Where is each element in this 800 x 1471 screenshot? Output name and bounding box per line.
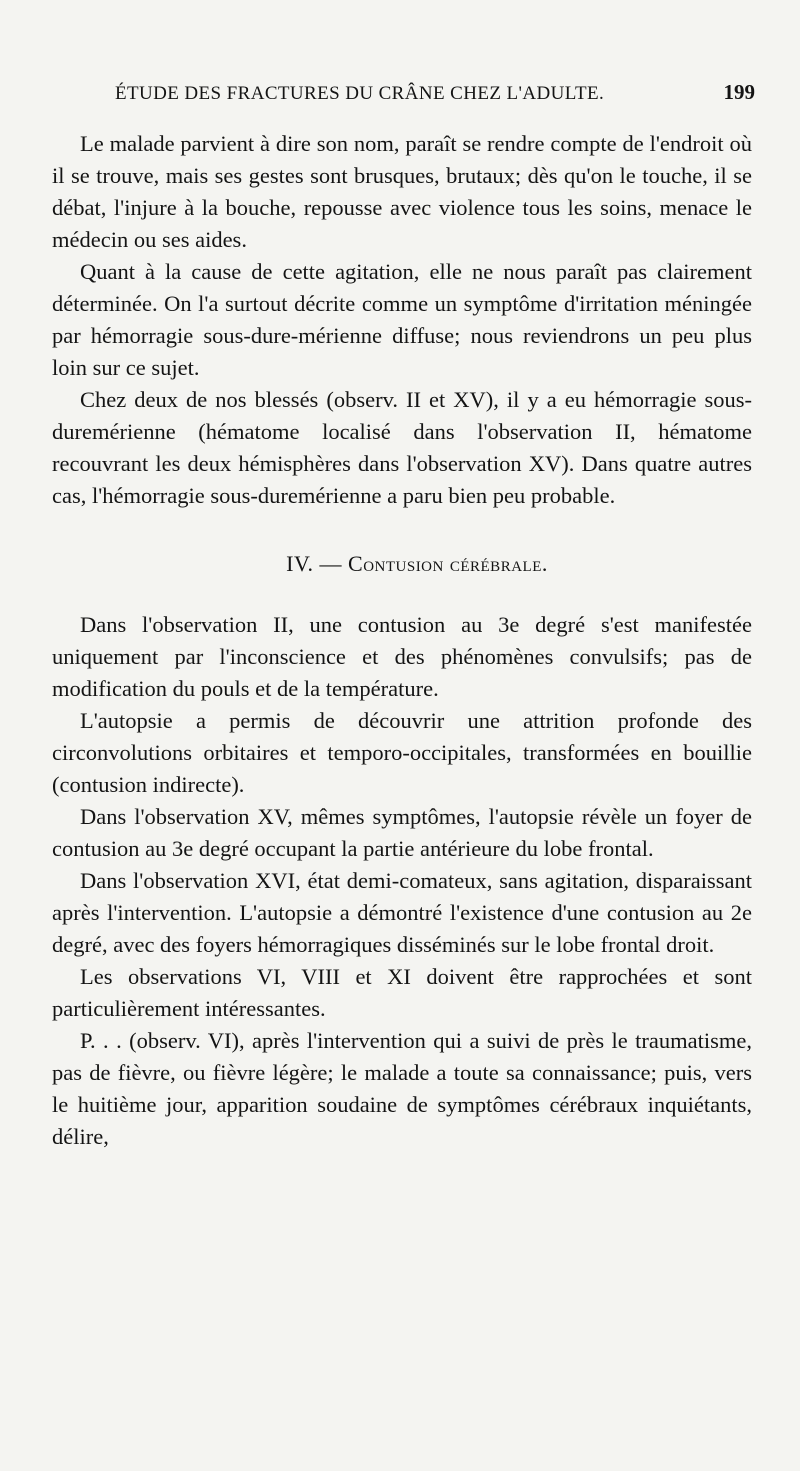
paragraph-observation-vi: P. . . (observ. VI), après l'intervention qui a suivi de près le traumatisme, pas de fièvre, ou fièvre légère; le malade a toute sa connaissance; puis, vers le huitième jour, apparition soudaine de symptômes cérébraux inquiétants, délire,: [52, 1028, 752, 1149]
paragraph-observation-xv: Dans l'observation XV, mêmes symptômes, l'autopsie révèle un foyer de contusion au 3e degré occupant la partie antérieure du lobe frontal.: [52, 804, 752, 861]
section-number: IV. —: [286, 551, 343, 576]
paragraph-observation-ii: Dans l'observation II, une contusion au 3e degré s'est manifestée uniquement par l'inconscience et des phénomènes convulsifs; pas de modification du pouls et de la température.: [52, 612, 752, 701]
paragraph-observations-vi-viii-xi: Les observations VI, VIII et XI doivent être rapprochées et sont particulièrement intéressantes.: [52, 964, 752, 1021]
section-heading: [52, 549, 752, 579]
paragraph-agitation-cause: Quant à la cause de cette agitation, elle ne nous paraît pas clairement déterminée. On l'a surtout décrite comme un symptôme d'irritation méningée par hémorragie sous-dure-mérienne diffuse; nous reviendrons un peu plus loin sur ce sujet.: [52, 259, 752, 380]
section-title: Contusion cérébrale.: [348, 551, 548, 576]
page-number: 199: [723, 80, 755, 104]
paragraph-autopsy-ii: L'autopsie a permis de découvrir une attrition profonde des circonvolutions orbitaires et temporo-occipitales, transformées en bouillie (contusion indirecte).: [52, 708, 752, 797]
paragraph-agitation-description: Le malade parvient à dire son nom, paraît se rendre compte de l'endroit où il se trouve, mais ses gestes sont brusques, brutaux; dès qu'on le touche, il se débat, l'injure à la bouche, repousse avec violence tous les soins, menace le médecin ou ses aides.: [52, 131, 752, 252]
running-title: ÉTUDE DES FRACTURES DU CRÂNE CHEZ L'ADULTE.: [115, 83, 605, 104]
page-header: [115, 80, 755, 105]
paragraph-hemorrhage-cases: Chez deux de nos blessés (observ. II et XV), il y a eu hémorragie sous-duremérienne (hématome localisé dans l'observation II, hématome recouvrant les deux hémisphères dans l'observation XV). Dans quatre autres cas, l'hémorragie sous-duremérienne a paru bien peu probable.: [52, 387, 752, 508]
paragraph-observation-xvi: Dans l'observation XVI, état demi-comateux, sans agitation, disparaissant après l'intervention. L'autopsie a démontré l'existence d'une contusion au 2e degré, avec des foyers hémorragiques disséminés sur le lobe frontal droit.: [52, 868, 752, 957]
body-text: [52, 128, 752, 1153]
